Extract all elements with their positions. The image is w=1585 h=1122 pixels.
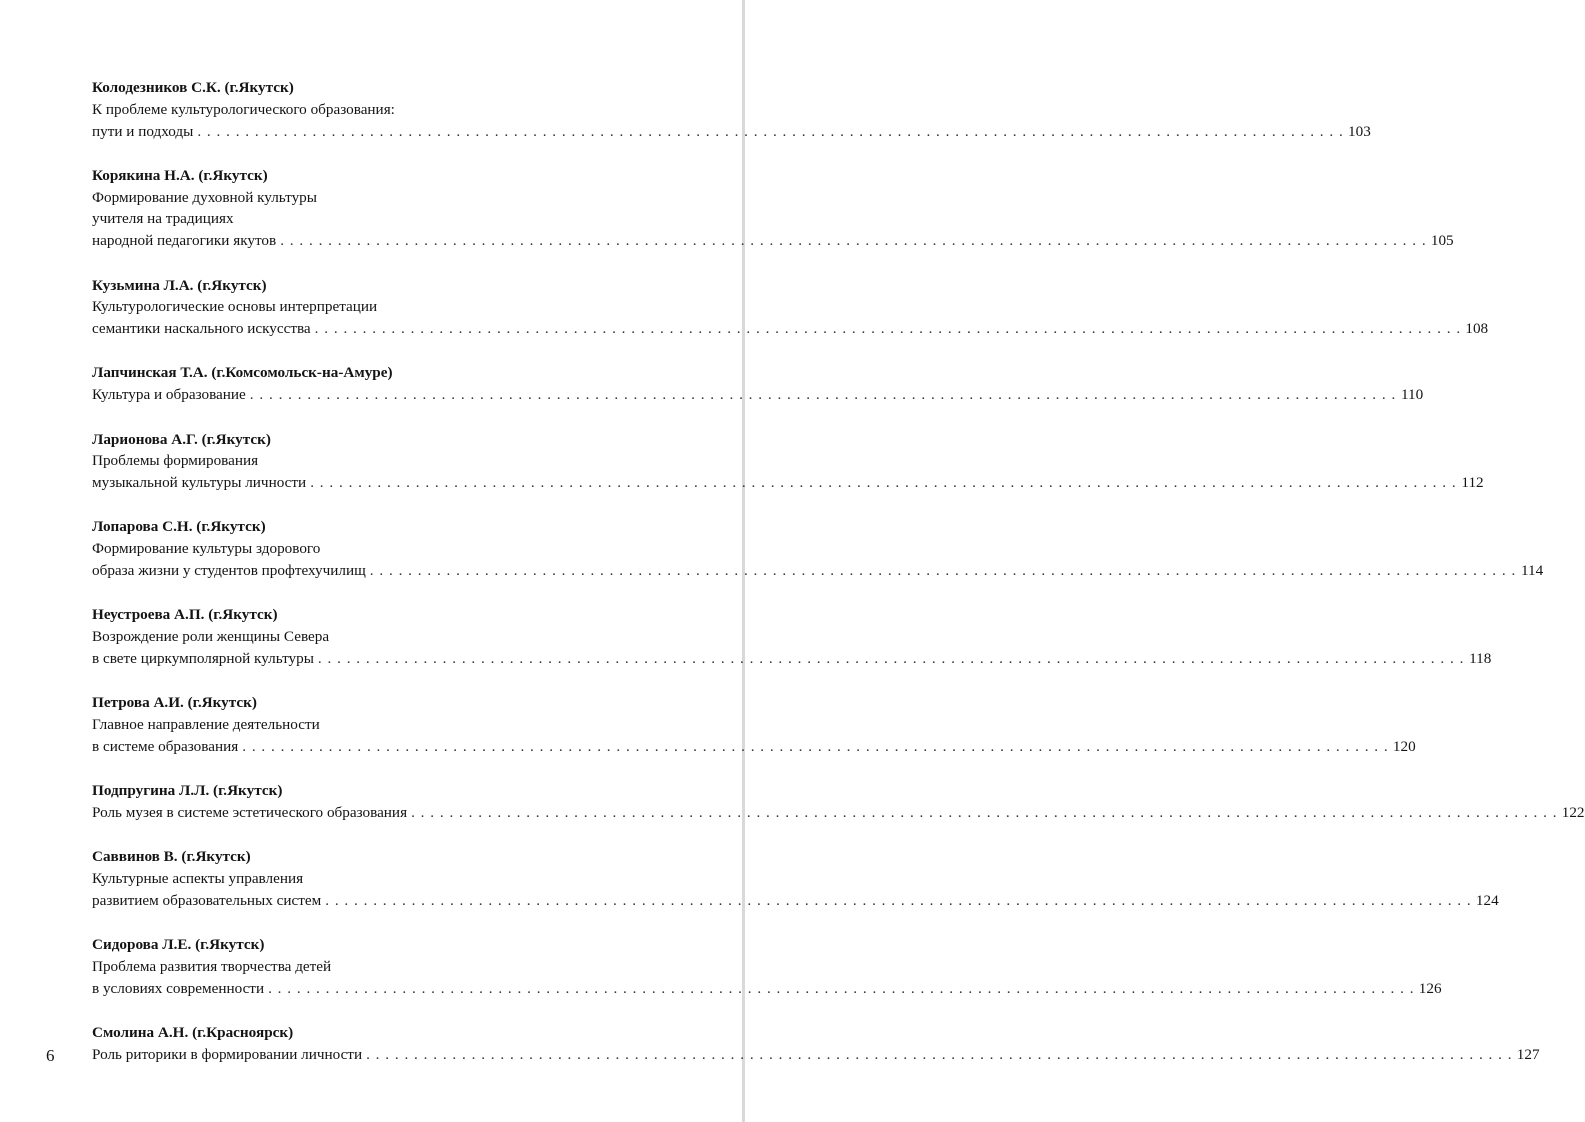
toc-entry [92,692,1416,757]
dot-leader: . . . . . . . . . . . . . . . . . . . . . . . . . . . . . . . . . . . . . . . . . . . . . . . . . . . . . . . . . . . . . . . . . . . . . . . . . . . . . . . . . . . . . . . . . . . . . . . . . . . . . . . . . . . . . . . . . . . . . . . . [197,122,1344,140]
entry-title-line: Культурологические основы интерпретации [92,298,378,316]
entry-title-line: Культурные аспекты управления [92,870,304,888]
toc-entry [92,165,1454,252]
toc-entry [92,604,1492,669]
entry-author: Петрова А.И. (г.Якутск) [92,694,257,712]
toc-entry [92,934,1442,999]
entry-title-line: К проблеме культурологического образования: [92,100,395,118]
entry-author: Кузьмина Л.А. (г.Якутск) [92,276,267,294]
entry-title-last-line [92,736,1416,758]
dot-leader: . . . . . . . . . . . . . . . . . . . . . . . . . . . . . . . . . . . . . . . . . . . . . . . . . . . . . . . . . . . . . . . . . . . . . . . . . . . . . . . . . . . . . . . . . . . . . . . . . . . . . . . . . . . . . . . . . . . . . . . . [249,386,1397,404]
dot-leader: . . . . . . . . . . . . . . . . . . . . . . . . . . . . . . . . . . . . . . . . . . . . . . . . . . . . . . . . . . . . . . . . . . . . . . . . . . . . . . . . . . . . . . . . . . . . . . . . . . . . . . . . . . . . . . . . . . . . . . . . [242,737,1389,755]
entry-title-text: в свете циркумполярной культуры [92,649,314,667]
entry-title-text: семантики наскального искусства [92,320,311,338]
entry-page-number: 120 [1392,737,1416,755]
entry-title-text: Роль музея в системе эстетического образования [92,803,408,821]
entry-title-text: развитием образовательных систем [92,891,322,909]
entry-page-number: 108 [1465,320,1489,338]
dot-leader: . . . . . . . . . . . . . . . . . . . . . . . . . . . . . . . . . . . . . . . . . . . . . . . . . . . . . . . . . . . . . . . . . . . . . . . . . . . . . . . . . . . . . . . . . . . . . . . . . . . . . . . . . . . . . . . . . . . . . . . . [366,1045,1513,1063]
entry-title-line: Формирование культуры здорового [92,540,321,558]
entry-title-line: учителя на традициях [92,210,234,228]
toc-entry [92,429,1484,494]
entry-author: Лопарова С.Н. (г.Якутск) [92,518,266,536]
entry-title-last-line [92,1044,1540,1066]
table-of-contents [92,77,1585,1066]
entry-page-number: 114 [1521,562,1544,580]
entry-page-number: 122 [1561,803,1585,821]
entry-page-number: 103 [1348,122,1371,140]
entry-page-number: 124 [1475,891,1499,909]
entry-page-number: 118 [1469,649,1492,667]
dot-leader: . . . . . . . . . . . . . . . . . . . . . . . . . . . . . . . . . . . . . . . . . . . . . . . . . . . . . . . . . . . . . . . . . . . . . . . . . . . . . . . . . . . . . . . . . . . . . . . . . . . . . . . . . . . . . . . . . . . . . . . . [268,979,1415,997]
toc-entry [92,516,1544,581]
toc-entry [92,1022,1540,1066]
entry-title-text: народной педагогики якутов [92,232,277,250]
entry-title-text: музыкальной культуры личности [92,474,307,492]
entry-page-number: 127 [1516,1045,1540,1063]
dot-leader: . . . . . . . . . . . . . . . . . . . . . . . . . . . . . . . . . . . . . . . . . . . . . . . . . . . . . . . . . . . . . . . . . . . . . . . . . . . . . . . . . . . . . . . . . . . . . . . . . . . . . . . . . . . . . . . . . . . . . . . . [325,891,1472,909]
dot-leader: . . . . . . . . . . . . . . . . . . . . . . . . . . . . . . . . . . . . . . . . . . . . . . . . . . . . . . . . . . . . . . . . . . . . . . . . . . . . . . . . . . . . . . . . . . . . . . . . . . . . . . . . . . . . . . . . . . . . . . . . [280,232,1427,250]
entry-title-last-line [92,318,1489,340]
toc-entry [92,275,1489,340]
entry-title-line: Формирование духовной культуры [92,188,317,206]
dot-leader: . . . . . . . . . . . . . . . . . . . . . . . . . . . . . . . . . . . . . . . . . . . . . . . . . . . . . . . . . . . . . . . . . . . . . . . . . . . . . . . . . . . . . . . . . . . . . . . . . . . . . . . . . . . . . . . . . . . . . . . . [369,562,1517,580]
entry-title-line: Возрождение роли женщины Севера [92,628,330,646]
entry-title-line: Проблемы формирования [92,452,259,470]
entry-title-text: в системе образования [92,737,239,755]
entry-title-last-line [92,890,1499,912]
dot-leader: . . . . . . . . . . . . . . . . . . . . . . . . . . . . . . . . . . . . . . . . . . . . . . . . . . . . . . . . . . . . . . . . . . . . . . . . . . . . . . . . . . . . . . . . . . . . . . . . . . . . . . . . . . . . . . . . . . . . . . . . [314,320,1462,338]
entry-author: Саввинов В. (г.Якутск) [92,848,251,866]
page-number: 6 [46,1046,55,1065]
entry-author: Смолина А.Н. (г.Красноярск) [92,1024,294,1041]
toc-entry [92,780,1585,824]
entry-title-text: образа жизни у студентов профтехучилищ [92,562,366,580]
entry-page-number: 110 [1401,386,1424,404]
entry-title-last-line [92,230,1454,252]
entry-title-line: Проблема развития творчества детей [92,957,332,975]
dot-leader: . . . . . . . . . . . . . . . . . . . . . . . . . . . . . . . . . . . . . . . . . . . . . . . . . . . . . . . . . . . . . . . . . . . . . . . . . . . . . . . . . . . . . . . . . . . . . . . . . . . . . . . . . . . . . . . . . . . . . . . . [411,803,1558,821]
entry-title-last-line [92,472,1484,494]
entry-author: Лапчинская Т.А. (г.Комсомольск-на-Амуре) [92,364,393,382]
entry-author: Колодезников С.К. (г.Якутск) [92,79,294,96]
entry-title-last-line [92,121,1371,143]
entry-author: Подпругина Л.Л. (г.Якутск) [92,782,283,800]
entry-title-last-line [92,648,1492,670]
dot-leader: . . . . . . . . . . . . . . . . . . . . . . . . . . . . . . . . . . . . . . . . . . . . . . . . . . . . . . . . . . . . . . . . . . . . . . . . . . . . . . . . . . . . . . . . . . . . . . . . . . . . . . . . . . . . . . . . . . . . . . . . [310,474,1457,492]
entry-author: Ларионова А.Г. (г.Якутск) [92,430,271,448]
entry-title-last-line [92,560,1544,582]
entry-title-last-line [92,384,1424,406]
entry-author: Неустроева А.П. (г.Якутск) [92,606,278,624]
entry-page-number: 126 [1418,979,1442,997]
entry-title-text: Роль риторики в формировании личности [92,1045,363,1063]
entry-title-text: пути и подходы [92,122,194,140]
entry-title-text: в условиях современности [92,979,265,997]
entry-page-number: 105 [1430,232,1454,250]
entry-title-last-line [92,978,1442,1000]
entry-author: Корякина Н.А. (г.Якутск) [92,166,268,184]
entry-title-text: Культура и образование [92,386,246,404]
toc-entry [92,77,1371,142]
entry-page-number: 112 [1461,474,1484,492]
toc-entry [92,362,1424,406]
entry-author: Сидорова Л.Е. (г.Якутск) [92,936,265,954]
dot-leader: . . . . . . . . . . . . . . . . . . . . . . . . . . . . . . . . . . . . . . . . . . . . . . . . . . . . . . . . . . . . . . . . . . . . . . . . . . . . . . . . . . . . . . . . . . . . . . . . . . . . . . . . . . . . . . . . . . . . . . . . [317,649,1465,667]
entry-title-last-line [92,802,1585,824]
toc-entry [92,846,1499,911]
entry-title-line: Главное направление деятельности [92,716,320,734]
